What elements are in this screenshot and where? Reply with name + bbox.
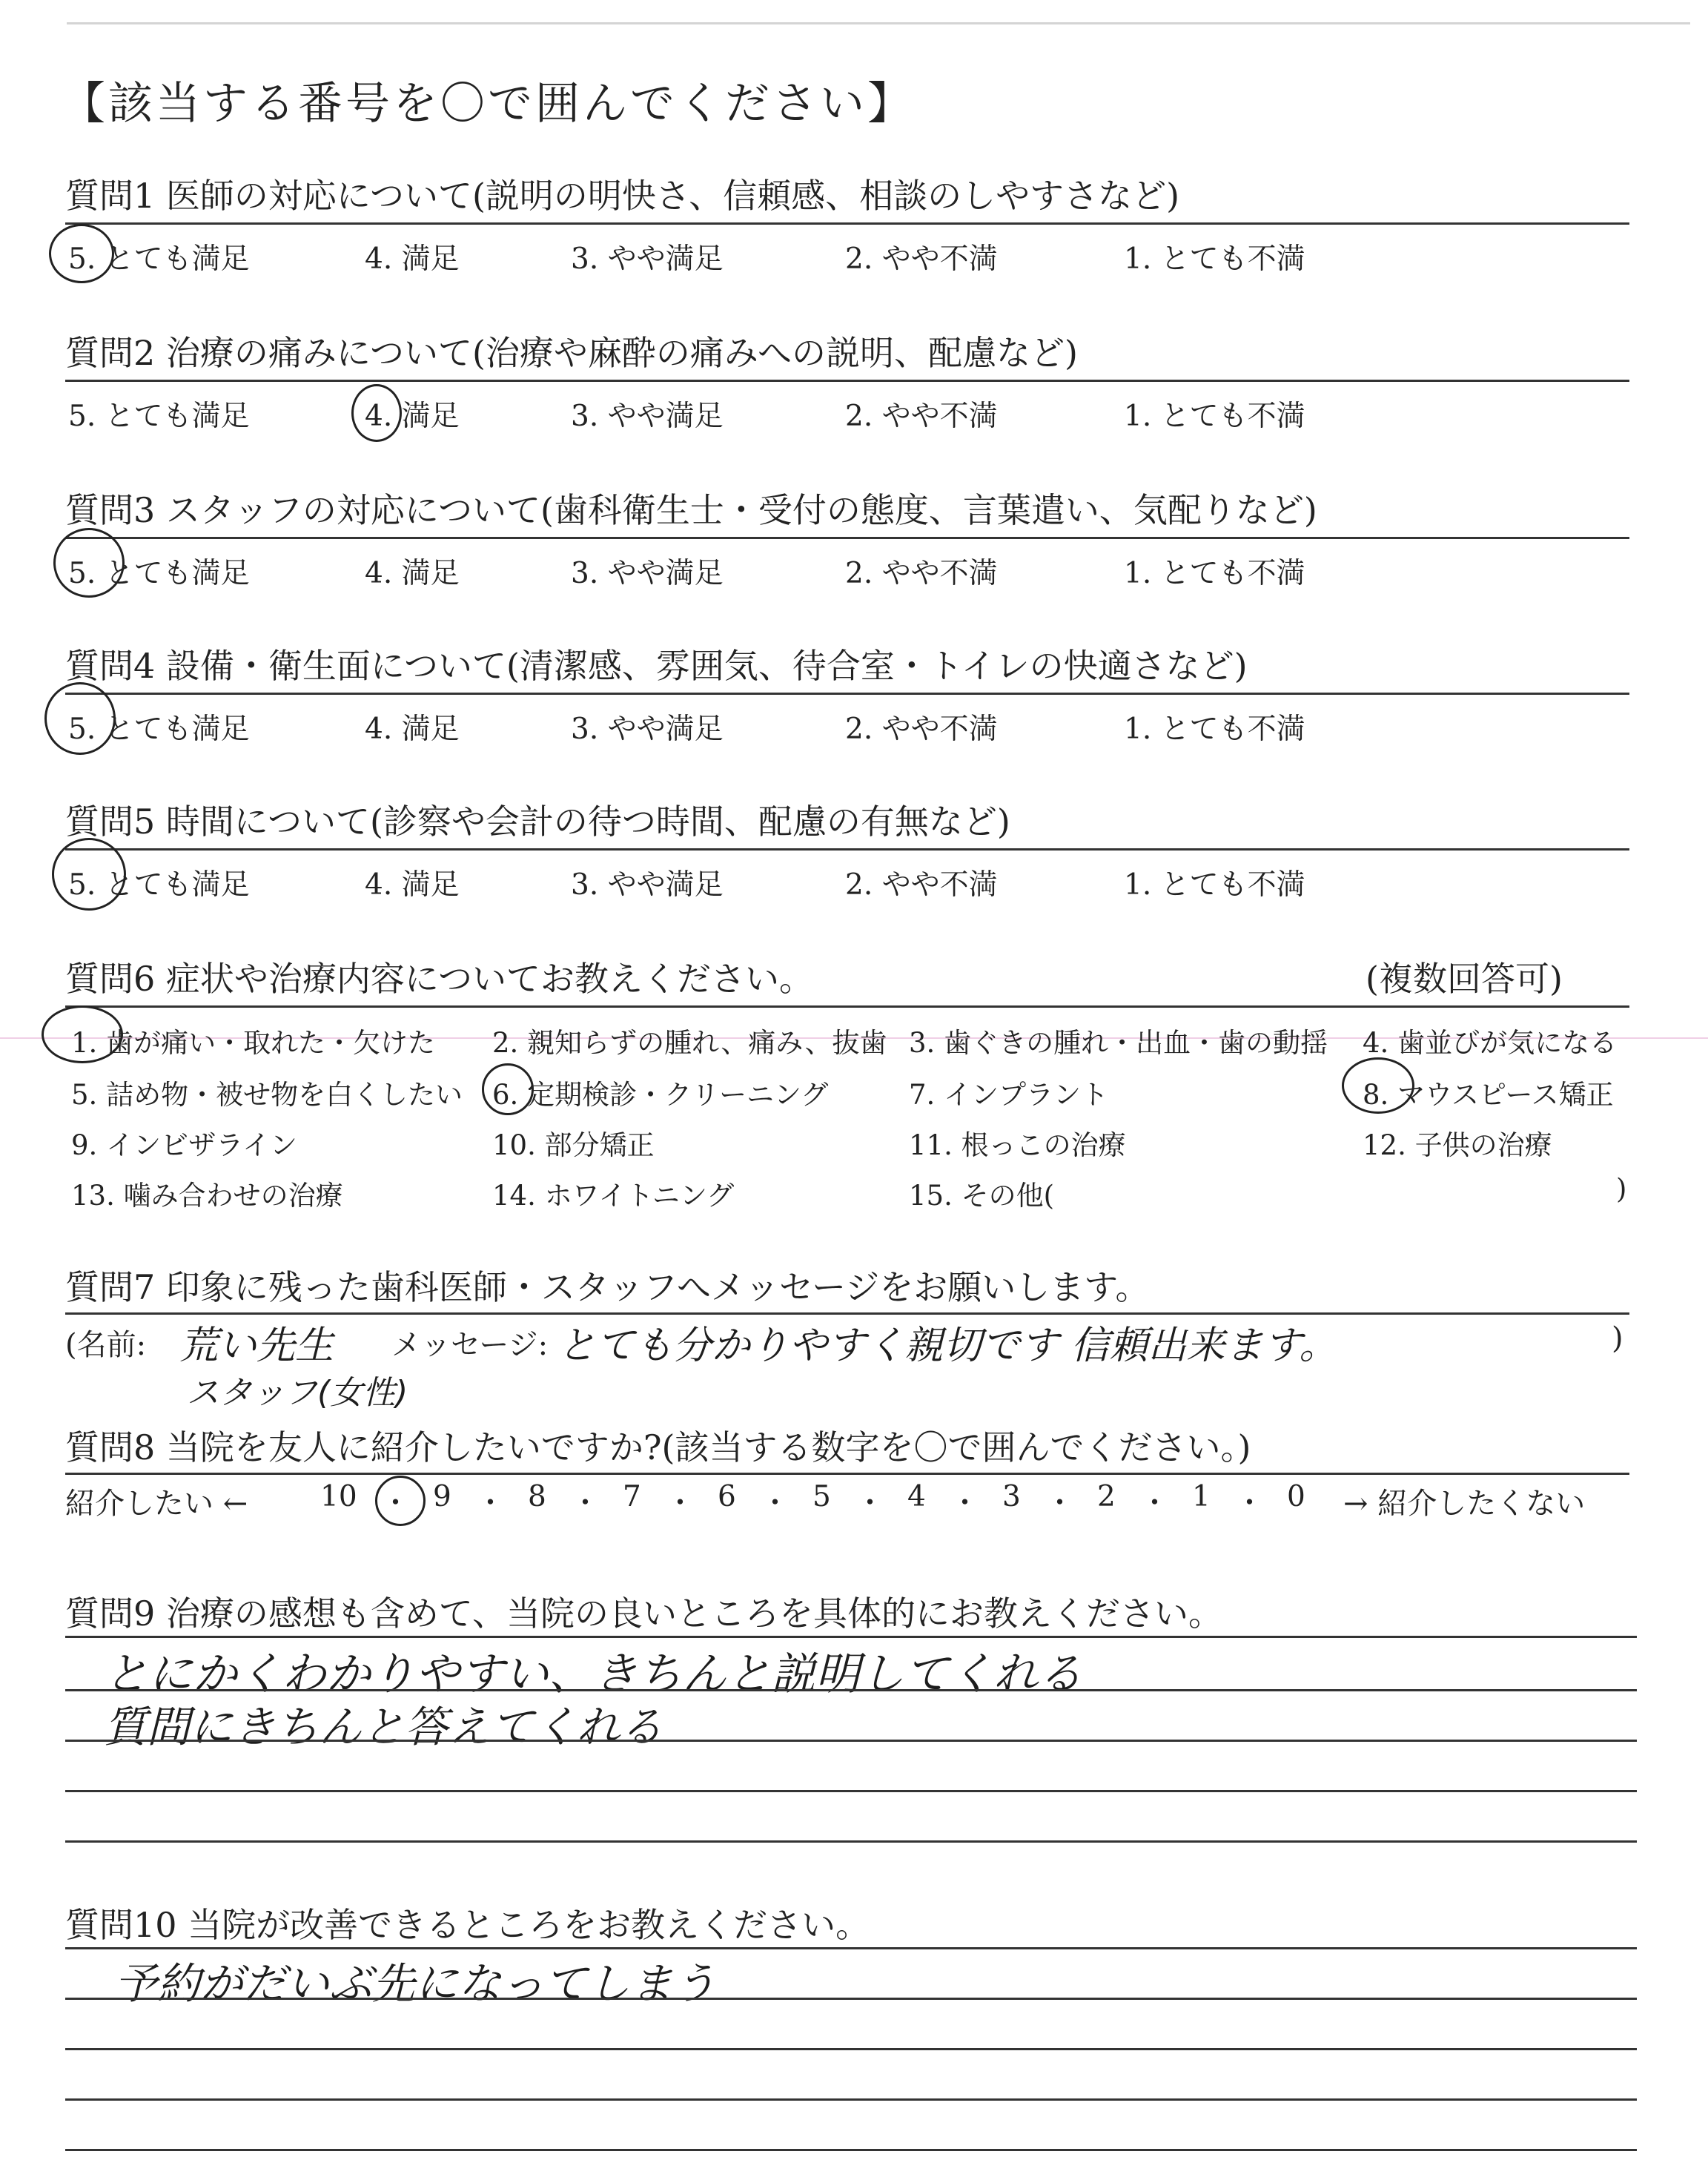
q6-multiple-note: (複数回答可) xyxy=(1366,959,1563,999)
q4-option-5[interactable]: 5. とても満足 xyxy=(68,713,250,746)
form-title: 【該当する番号を〇で囲んでください】 xyxy=(61,78,915,130)
q8-scale-6[interactable]: 6 xyxy=(718,1480,736,1513)
q10-line-5 xyxy=(65,2149,1637,2151)
q8-scale-10[interactable]: 10 xyxy=(320,1480,357,1513)
q2-option-5[interactable]: 5. とても満足 xyxy=(68,400,250,433)
q9-answer-line-2: 質問にきちんと答えてくれる xyxy=(104,1702,663,1752)
q1-option-4[interactable]: 4. 満足 xyxy=(365,242,460,276)
q4-rule xyxy=(65,693,1629,695)
q6-option-14[interactable]: 14. ホワイトニング xyxy=(492,1180,735,1212)
q7-message-value: とても分かりやすく親切です 信頼出来ます。 xyxy=(557,1324,1338,1368)
q6-option-1[interactable]: 1. 歯が痛い・取れた・欠けた xyxy=(71,1027,436,1059)
q8-scale-sep-1: ・ xyxy=(381,1487,411,1520)
q2-option-1[interactable]: 1. とても不満 xyxy=(1124,400,1305,433)
q3-title: 質問3 スタッフの対応について(歯科衛生士・受付の態度、言葉遣い、気配りなど) xyxy=(65,490,1317,530)
q9-line-4 xyxy=(65,1790,1637,1792)
q9-line-5 xyxy=(65,1840,1637,1843)
q6-option-5[interactable]: 5. 詰め物・被せ物を白くしたい xyxy=(71,1079,463,1111)
q10-title: 質問10 当院が改善できるところをお教えください。 xyxy=(65,1905,870,1945)
q8-scale-sep-3: ・ xyxy=(571,1487,600,1520)
q9-line-1 xyxy=(65,1636,1637,1638)
q9-line-2 xyxy=(65,1689,1637,1691)
q6-selection-circle-8 xyxy=(1342,1057,1414,1114)
q1-option-2[interactable]: 2. やや不満 xyxy=(845,242,998,276)
q3-option-5[interactable]: 5. とても満足 xyxy=(68,557,250,590)
q8-scale-sep-9: ・ xyxy=(1140,1487,1170,1520)
q6-option-15-close: ) xyxy=(1616,1173,1627,1205)
q4-option-3[interactable]: 3. やや満足 xyxy=(571,713,724,746)
q7-title: 質問7 印象に残った歯科医師・スタッフへメッセージをお願いします。 xyxy=(65,1267,1150,1307)
q8-scale-5[interactable]: 5 xyxy=(812,1480,831,1513)
top-border xyxy=(67,22,1690,24)
q5-rule xyxy=(65,848,1629,851)
q4-option-1[interactable]: 1. とても不満 xyxy=(1124,713,1305,746)
q1-title: 質問1 医師の対応について(説明の明快さ、信頼感、相談のしやすさなど) xyxy=(65,176,1180,216)
q1-rule xyxy=(65,222,1629,225)
q8-scale-9[interactable]: 9 xyxy=(433,1480,451,1513)
q5-option-3[interactable]: 3. やや満足 xyxy=(571,868,724,902)
q6-rule xyxy=(65,1005,1629,1008)
q5-option-5[interactable]: 5. とても満足 xyxy=(68,868,250,902)
q6-selection-circle-6 xyxy=(482,1063,534,1115)
q6-title: 質問6 症状や治療内容についてお教えください。 xyxy=(65,959,813,999)
q6-option-3[interactable]: 3. 歯ぐきの腫れ・出血・歯の動揺 xyxy=(909,1027,1328,1059)
q8-scale-sep-5: ・ xyxy=(761,1487,790,1520)
q10-line-2 xyxy=(65,1998,1637,2000)
q4-option-2[interactable]: 2. やや不満 xyxy=(845,713,998,746)
q5-selection-circle xyxy=(52,838,126,911)
q3-option-4[interactable]: 4. 満足 xyxy=(365,557,460,590)
q8-scale-sep-4: ・ xyxy=(666,1487,695,1520)
q9-answer-line-1: とにかくわかりやすい、きちんと説明してくれる xyxy=(104,1648,1082,1700)
q10-answer-line-1: 予約がだいぶ先になってしまう xyxy=(114,1958,717,2009)
q6-option-2[interactable]: 2. 親知らずの腫れ、痛み、抜歯 xyxy=(492,1027,887,1059)
q8-scale-sep-6: ・ xyxy=(855,1487,885,1520)
q6-selection-circle-1 xyxy=(42,1005,123,1063)
q6-option-6[interactable]: 6. 定期検診・クリーニング xyxy=(492,1079,829,1111)
q8-scale-sep-10: ・ xyxy=(1235,1487,1265,1520)
q6-option-11[interactable]: 11. 根っこの治療 xyxy=(909,1129,1126,1161)
q2-option-2[interactable]: 2. やや不満 xyxy=(845,400,998,433)
q5-option-4[interactable]: 4. 満足 xyxy=(365,868,460,902)
q4-selection-circle xyxy=(44,682,116,755)
q1-selection-circle xyxy=(49,224,114,283)
q1-option-5[interactable]: 5. とても満足 xyxy=(68,242,250,276)
q6-option-8[interactable]: 8. マウスピース矯正 xyxy=(1363,1079,1614,1111)
q3-option-1[interactable]: 1. とても不満 xyxy=(1124,557,1305,590)
q8-scale-2[interactable]: 2 xyxy=(1097,1480,1116,1513)
q2-option-4[interactable]: 4. 満足 xyxy=(365,400,460,433)
q10-line-3 xyxy=(65,2048,1637,2050)
q6-option-12[interactable]: 12. 子供の治療 xyxy=(1363,1129,1552,1161)
q2-title: 質問2 治療の痛みについて(治療や麻酔の痛みへの説明、配慮など) xyxy=(65,333,1078,373)
q9-title: 質問9 治療の感想も含めて、当院の良いところを具体的にお教えください。 xyxy=(65,1593,1222,1634)
q8-rule xyxy=(65,1473,1629,1475)
q3-rule xyxy=(65,537,1629,539)
q2-rule xyxy=(65,380,1629,382)
q8-scale-sep-8: ・ xyxy=(1045,1487,1075,1520)
q7-close-paren: ) xyxy=(1612,1321,1623,1355)
q7-name-value: 荒い先生 xyxy=(179,1324,334,1368)
q8-title: 質問8 当院を友人に紹介したいですか?(該当する数字を〇で囲んでください。) xyxy=(65,1427,1251,1467)
q8-scale-0[interactable]: 0 xyxy=(1287,1480,1305,1513)
q2-option-3[interactable]: 3. やや満足 xyxy=(571,400,724,433)
q6-option-7[interactable]: 7. インプラント xyxy=(909,1079,1109,1111)
q1-option-3[interactable]: 3. やや満足 xyxy=(571,242,724,276)
q8-scale-1[interactable]: 1 xyxy=(1192,1480,1211,1513)
q7-staff-value: スタッフ(女性) xyxy=(187,1374,408,1412)
q6-option-13[interactable]: 13. 噛み合わせの治療 xyxy=(71,1180,343,1212)
q5-option-1[interactable]: 1. とても不満 xyxy=(1124,868,1305,902)
q8-scale-7[interactable]: 7 xyxy=(623,1480,641,1513)
q7-name-label: (名前: xyxy=(65,1328,147,1362)
q6-option-4[interactable]: 4. 歯並びが気になる xyxy=(1363,1027,1618,1059)
q6-option-10[interactable]: 10. 部分矯正 xyxy=(492,1129,655,1161)
q3-selection-circle xyxy=(53,528,125,598)
q6-option-9[interactable]: 9. インビザライン xyxy=(71,1129,297,1161)
q7-message-label: メッセージ: xyxy=(391,1328,549,1362)
q8-scale-sep-7: ・ xyxy=(950,1487,980,1520)
q8-scale-4[interactable]: 4 xyxy=(907,1480,926,1513)
q8-right-label: → 紹介したくない xyxy=(1343,1487,1586,1521)
q8-selection-circle xyxy=(375,1476,426,1526)
q8-left-label: 紹介したい ← xyxy=(65,1487,248,1521)
q1-option-1[interactable]: 1. とても不満 xyxy=(1124,242,1305,276)
q10-line-4 xyxy=(65,2098,1637,2101)
q3-option-2[interactable]: 2. やや不満 xyxy=(845,557,998,590)
q8-scale-8[interactable]: 8 xyxy=(528,1480,546,1513)
q8-scale-sep-2: ・ xyxy=(476,1487,506,1520)
q9-line-3 xyxy=(65,1740,1637,1742)
q3-option-3[interactable]: 3. やや満足 xyxy=(571,557,724,590)
q4-title: 質問4 設備・衛生面について(清潔感、雰囲気、待合室・トイレの快適さなど) xyxy=(65,646,1248,686)
q6-option-15[interactable]: 15. その他( xyxy=(909,1180,1055,1212)
q5-option-2[interactable]: 2. やや不満 xyxy=(845,868,998,902)
q4-option-4[interactable]: 4. 満足 xyxy=(365,713,460,746)
q8-scale-3[interactable]: 3 xyxy=(1002,1480,1021,1513)
q5-title: 質問5 時間について(診察や会計の待つ時間、配慮の有無など) xyxy=(65,802,1010,842)
q2-selection-circle xyxy=(351,384,402,442)
